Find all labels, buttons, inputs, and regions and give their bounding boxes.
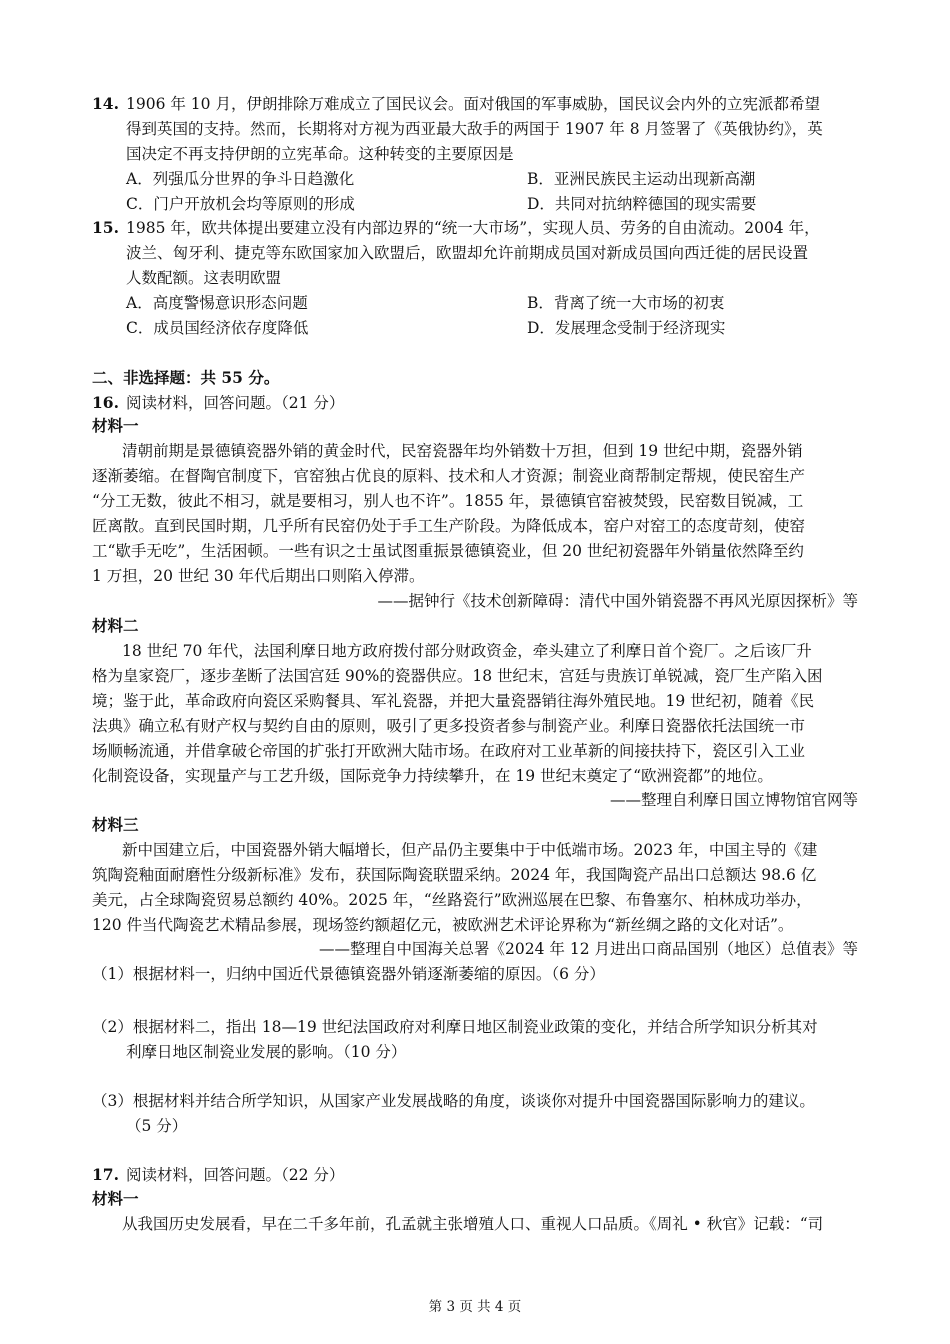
question-title: 阅读材料，回答问题。（21 分） [126, 394, 345, 412]
sub-question-2: （2）根据材料二，指出 18—19 世纪法国政府对利摩日地区制瓷业政策的变化，并结合所学知识分析其对 [92, 1018, 818, 1036]
material-line: 筑陶瓷釉面耐磨性分级新标准》发布，获国际陶瓷联盟采纳。2024 年，我国陶瓷产品出口总额达 98.6 亿 [92, 866, 817, 884]
section-heading: 二、非选择题：共 55 分。 [92, 368, 280, 387]
sub-question-1: （1）根据材料一，归纳中国近代景德镇瓷器外销逐渐萎缩的原因。（6 分） [92, 965, 605, 983]
material-line: 格为皇家瓷厂，逐步垄断了法国宫廷 90%的瓷器供应。18 世纪末，宫廷与贵族订单锐减，瓷厂生产陷入困 [92, 667, 823, 685]
sub-question-3-cont: （5 分） [126, 1117, 188, 1135]
material-label: 材料三 [92, 815, 139, 834]
option-a: A．高度警惕意识形态问题 [126, 294, 308, 312]
material-line: 美元，占全球陶瓷贸易总额约 40%。2025 年，“丝路瓷行”欧洲巡展在巴黎、布鲁塞尔、柏林成功举办， [92, 891, 812, 909]
option-b: B．亚洲民族民主运动出现新高潮 [527, 170, 756, 188]
material-label: 材料一 [92, 1189, 139, 1208]
material-line: 从我国历史发展看，早在二千多年前，孔孟就主张增殖人口、重视人口品质。《周礼 • 秋官》记载：“司 [122, 1215, 824, 1233]
material-line: 18 世纪 70 年代，法国利摩日地方政府拨付部分财政资金，牵头建立了利摩日首个瓷厂。之后该厂升 [122, 642, 812, 660]
option-d: D．发展理念受制于经济现实 [527, 319, 726, 337]
option-a: A．列强瓜分世界的争斗日趋激化 [126, 170, 355, 188]
question-number: 16. [92, 393, 119, 412]
question-text-line: 波兰、匈牙利、捷克等东欧国家加入欧盟后，欧盟却允许前期成员国对新成员国向西迁徙的居民设置 [126, 244, 809, 262]
question-title: 阅读材料，回答问题。（22 分） [126, 1166, 345, 1184]
page-footer: 第 3 页 共 4 页 [428, 1299, 522, 1315]
material-source: ——整理自中国海关总署《2024 年 12 月进出口商品国别（地区）总值表》等 [319, 940, 858, 958]
material-line: 匠离散。直到民国时期，几乎所有民窑仍处于手工生产阶段。为降低成本，窑户对窑工的态度苛刻，使窑 [92, 517, 806, 535]
material-line: “分工无数，彼此不相习，就是要相习，别人也不许”。1855 年，景德镇官窑被焚毁，民窑数目锐减，工 [92, 492, 804, 510]
option-c: C．门户开放机会均等原则的形成 [126, 195, 355, 213]
material-label: 材料二 [92, 616, 139, 635]
material-line: 120 件当代陶瓷艺术精品参展，现场签约额超亿元，被欧洲艺术评论界称为“新丝绸之路的文化对话”。 [92, 916, 794, 934]
question-number: 14. [92, 94, 119, 113]
material-line: 清朝前期是景德镇瓷器外销的黄金时代，民窑瓷器年均外销数十万担，但到 19 世纪中期，瓷器外销 [122, 442, 803, 460]
material-line: 新中国建立后，中国瓷器外销大幅增长，但产品仍主要集中于中低端市场。2023 年，中国主导的《建 [122, 841, 818, 859]
question-text-line: 1985 年，欧共体提出要建立没有内部边界的“统一大市场”，实现人员、劳务的自由流动。2004 年， [126, 219, 820, 237]
question-number: 17. [92, 1165, 119, 1184]
material-line: 1 万担，20 世纪 30 年代后期出口则陷入停滞。 [92, 567, 425, 585]
material-line: 境；鉴于此，革命政府向瓷区采购餐具、军礼瓷器，并把大量瓷器销往海外殖民地。19 世纪初，随着《民 [92, 692, 815, 710]
material-line: 法典》确立私有财产权与契约自由的原则，吸引了更多投资者参与制瓷产业。利摩日瓷器依托法国统一市 [92, 717, 806, 735]
question-text-line: 国决定不再支持伊朗的立宪革命。这种转变的主要原因是 [126, 145, 514, 163]
material-line: 场顺畅流通，并借拿破仑帝国的扩张打开欧洲大陆市场。在政府对工业革新的间接扶持下，瓷区引入工业 [92, 742, 806, 760]
material-source: ——据钟行《技术创新障碍：清代中国外销瓷器不再风光原因探析》等 [377, 592, 858, 610]
material-line: 化制瓷设备，实现量产与工艺升级，国际竞争力持续攀升，在 19 世纪末奠定了“欧洲瓷都”的地位。 [92, 767, 773, 785]
material-source: ——整理自利摩日国立博物馆官网等 [609, 791, 858, 809]
material-label: 材料一 [92, 416, 139, 435]
option-c: C．成员国经济依存度降低 [126, 319, 309, 337]
material-line: 逐渐萎缩。在督陶官制度下，官窑独占优良的原料、技术和人才资源；制瓷业商帮制定帮规，使民窑生产 [92, 467, 806, 485]
sub-question-2-cont: 利摩日地区制瓷业发展的影响。（10 分） [126, 1043, 407, 1061]
material-line: 工“歇手无吃”，生活困顿。一些有识之士虽试图重振景德镇瓷业，但 20 世纪初瓷器年外销量依然降至约 [92, 542, 804, 560]
option-d: D．共同对抗纳粹德国的现实需要 [527, 195, 757, 213]
question-text-line: 1906 年 10 月，伊朗排除万难成立了国民议会。面对俄国的军事威胁，国民议会内外的立宪派都希望 [126, 95, 820, 113]
question-text-line: 人数配额。这表明欧盟 [126, 269, 282, 287]
option-b: B．背离了统一大市场的初衷 [527, 294, 725, 312]
sub-question-3: （3）根据材料并结合所学知识，从国家产业发展战略的角度，谈谈你对提升中国瓷器国际影响力的建议。 [92, 1092, 815, 1110]
question-number: 15. [92, 218, 119, 237]
question-text-line: 得到英国的支持。然而，长期将对方视为西亚最大敌手的两国于 1907 年 8 月签署了《英俄协约》，英 [126, 120, 823, 138]
